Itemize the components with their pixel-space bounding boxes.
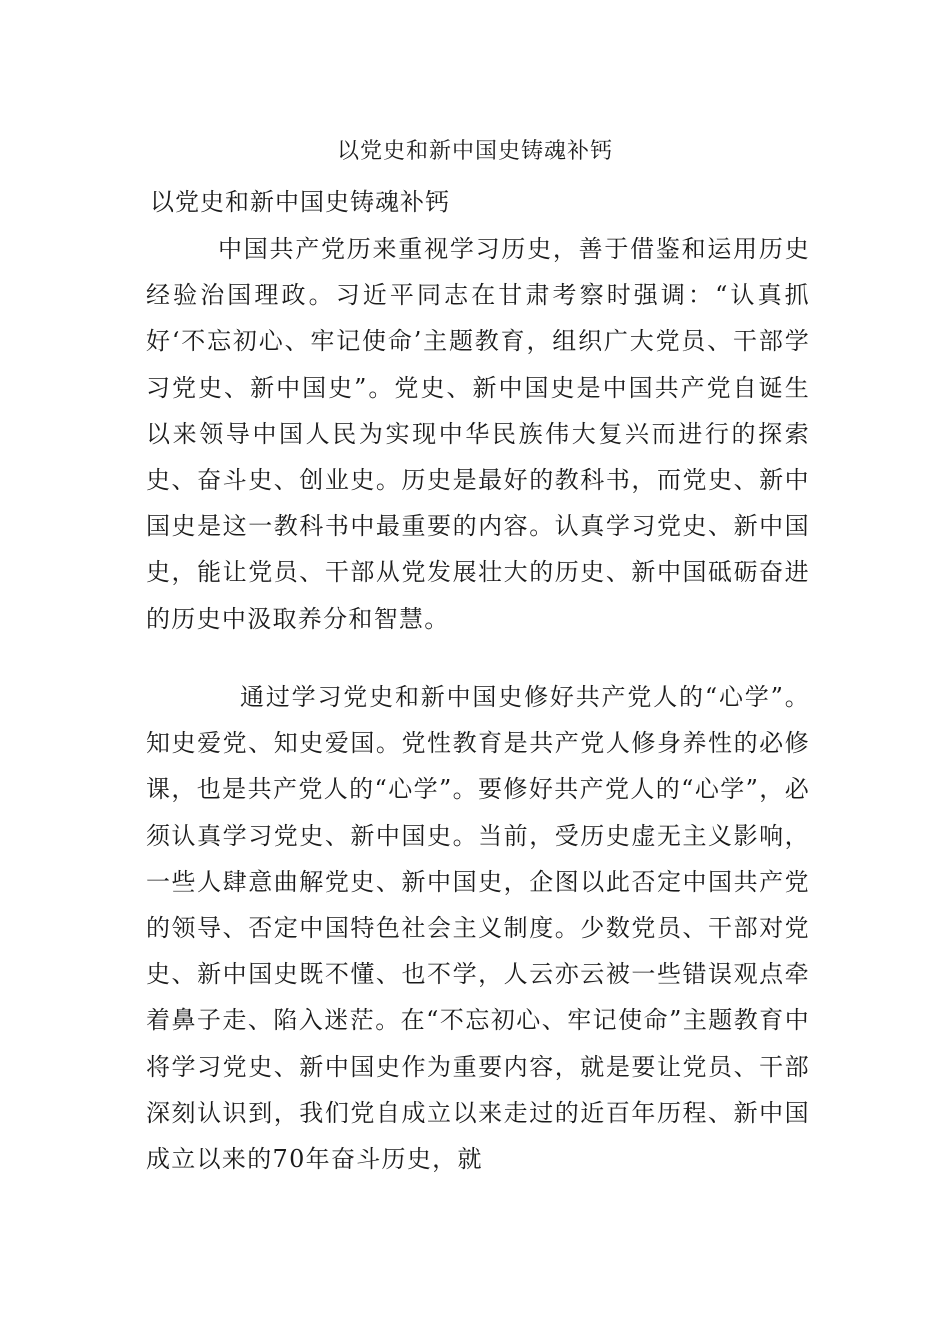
paragraph-text: 中国共产党历来重视学习历史，善于借鉴和运用历史经验治国理政。习近平同志在甘肃考察时强调：“认真抓好‘不忘初心、牢记使命’主题教育，组织广大党员、干部学习党史、新中国史”。党史、新中国史是中国共产党自诞生以来领导中国人民为实现中华民族伟大复兴而进行的探索史、奋斗史、创业史。历史是最好的教科书，而党史、新中国史是这一教科书中最重要的内容。认真学习党史、新中国史，能让党员、干部从党发展壮大的历史、新中国砥砺奋进的历史中汲取养分和智慧。 xyxy=(146,235,810,633)
body-paragraph-2 xyxy=(146,674,810,1182)
body-paragraph-1 xyxy=(146,226,810,642)
paragraph-text: 通过学习党史和新中国史修好共产党人的“心学”。知史爱党、知史爱国。党性教育是共产党人修身养性的必修课，也是共产党人的“心学”。要修好共产党人的“心学”，必须认真学习党史、新中国史。当前，受历史虚无主义影响，一些人肆意曲解党史、新中国史，企图以此否定中国共产党的领导、否定中国特色社会主义制度。少数党员、干部对党史、新中国史既不懂、也不学，人云亦云被一些错误观点牵着鼻子走、陷入迷茫。在“不忘初心、牢记使命”主题教育中将学习党史、新中国史作为重要内容，就是要让党员、干部深刻认识到，我们党自成立以来走过的近百年历程、新中国成立以来的70年奋斗历史，就 xyxy=(146,683,810,1174)
document-title: 以党史和新中国史铸魂补钙 xyxy=(336,139,613,164)
document-subtitle: 以党史和新中国史铸魂补钙 xyxy=(150,188,450,216)
